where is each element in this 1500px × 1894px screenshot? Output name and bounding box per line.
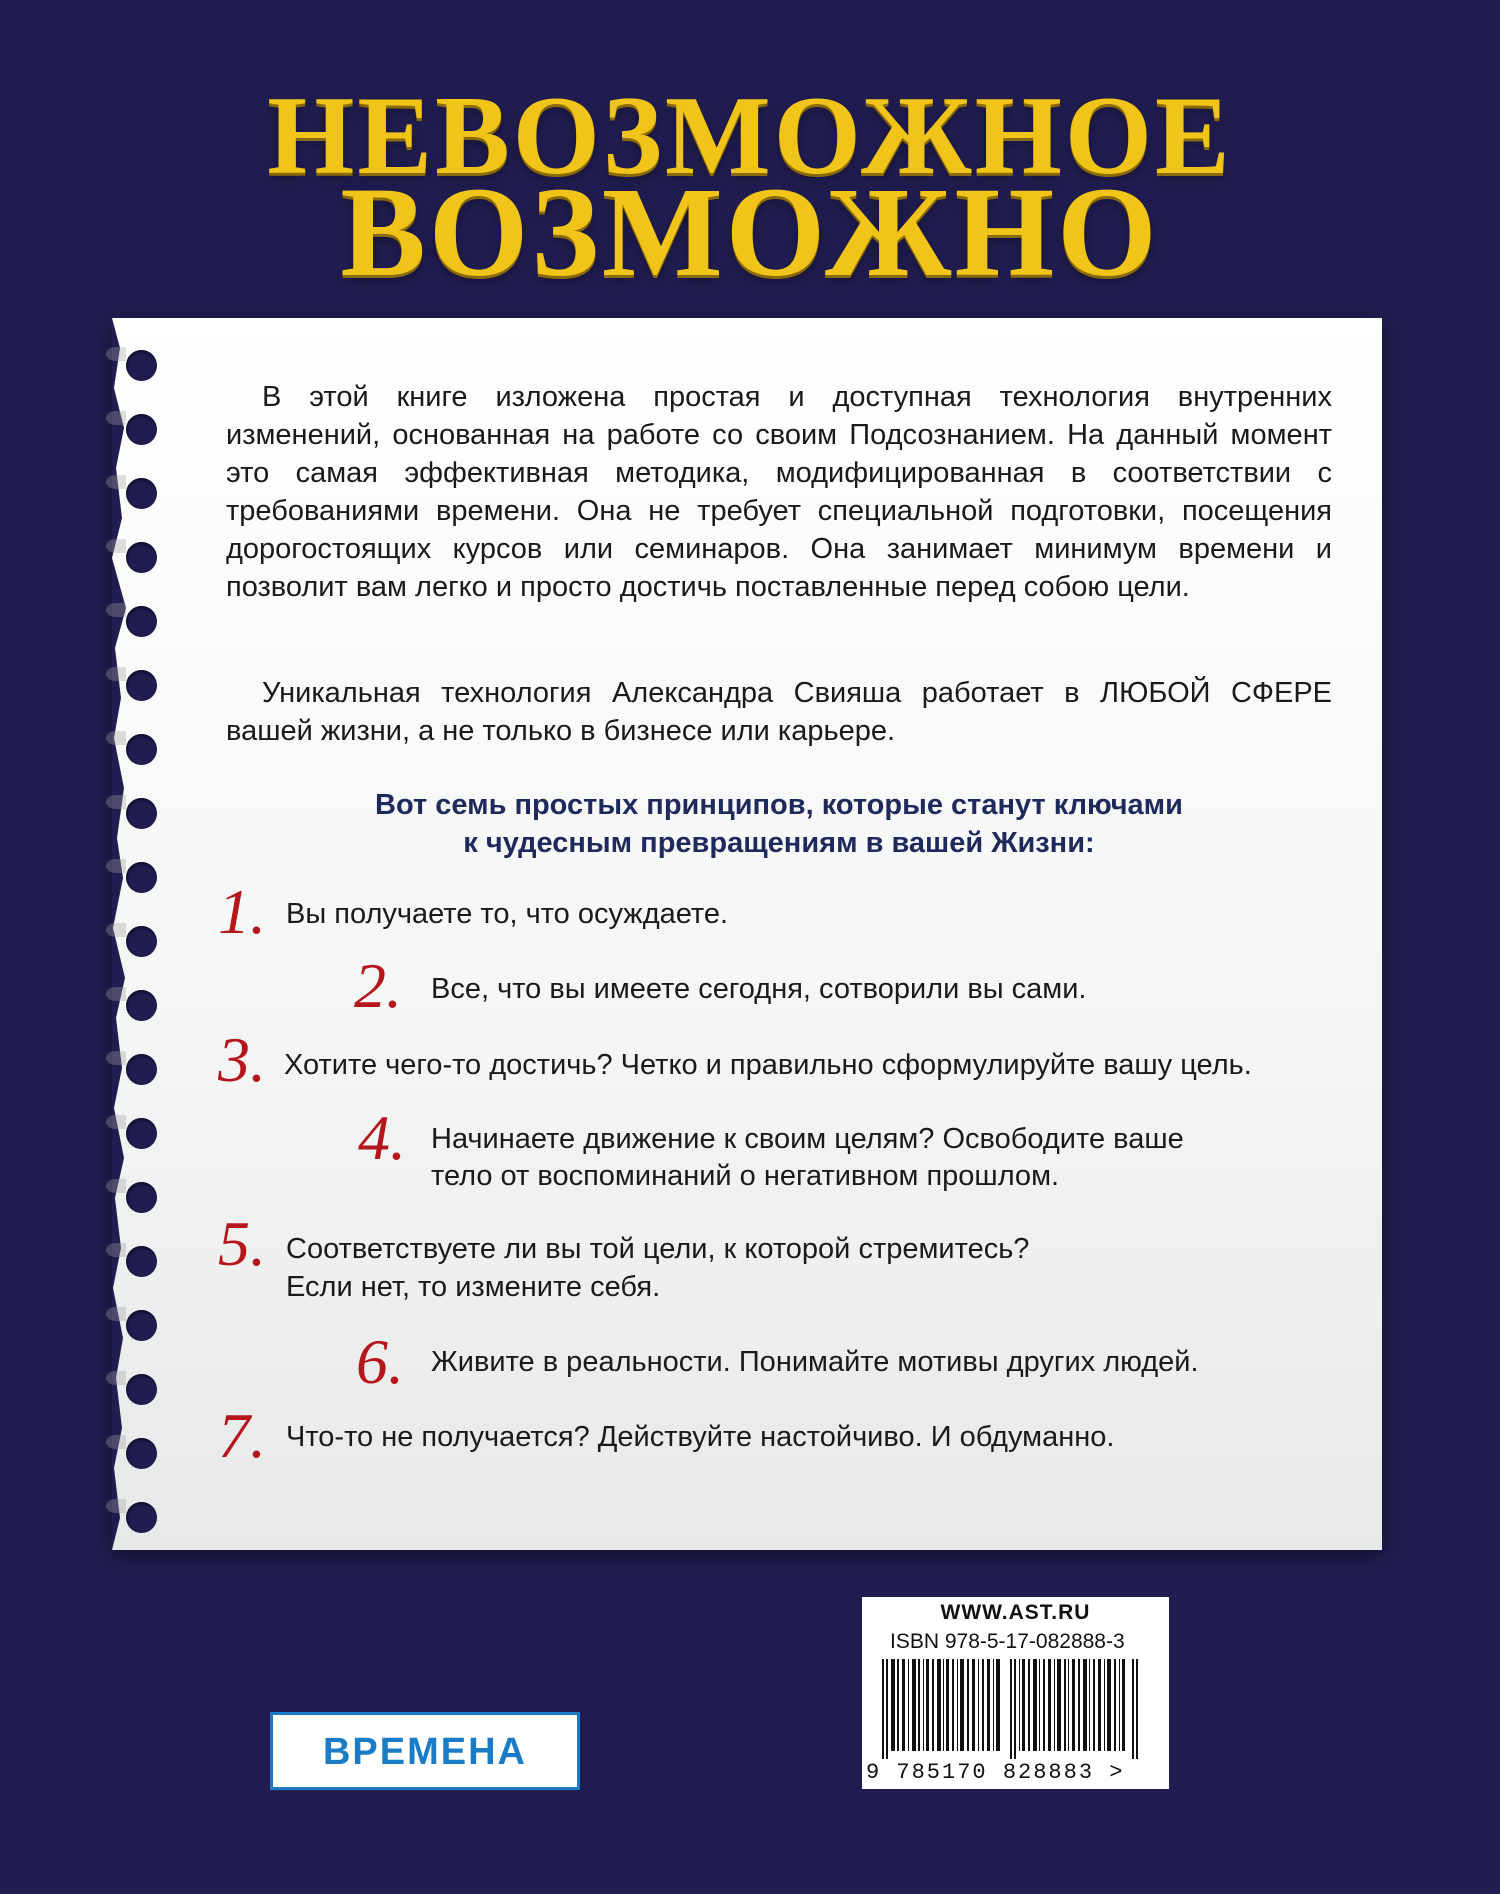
principle-number: 5.	[218, 1208, 266, 1279]
principle-number: 2.	[354, 950, 402, 1021]
hole	[126, 990, 157, 1021]
principle-text: Все, что вы имеете сегодня, сотворили вы сами.	[431, 973, 1087, 1005]
hole	[126, 350, 157, 381]
publisher-url: WWW.AST.RU	[940, 1601, 1091, 1624]
principle-text: Хотите чего-то достичь? Четко и правильно сформулируйте вашу цель.	[284, 1049, 1252, 1081]
hole	[126, 1246, 157, 1277]
hole	[126, 862, 157, 893]
hole	[126, 734, 157, 765]
hole	[126, 1438, 157, 1469]
barcode-image	[882, 1659, 1147, 1759]
principle-text: Соответствуете ли вы той цели, к которой стремитесь?	[286, 1233, 1030, 1265]
description-paragraph-1: В этой книге изложена простая и доступная технология внутренних изменений, основанная на работе со своим Подсознанием. На данный момент это самая эффективная методика, модифицированная в соответствии с требованиями времени. Она не требует специальной подготовки, посещения дорогостоящих курсов или семинаров. Она занимает минимум времени и позволит вам легко и просто достичь поставленные перед собою цели.	[226, 381, 1332, 603]
publisher-logo	[270, 1712, 580, 1790]
principle-number: 4.	[358, 1102, 406, 1173]
principle-text: Если нет, то измените себя.	[286, 1271, 661, 1303]
title-line-1: НЕВОЗМОЖНОЕ	[267, 74, 1233, 198]
isbn-text: ISBN 978-5-17-082888-3	[890, 1630, 1125, 1653]
hole	[126, 1118, 157, 1149]
spiral-holes	[126, 350, 176, 1550]
hole	[126, 606, 157, 637]
hole	[126, 798, 157, 829]
hole	[126, 670, 157, 701]
title-line-2: ВОЗМОЖНО	[340, 161, 1160, 303]
principle-text: Вы получаете то, что осуждаете.	[286, 898, 729, 930]
hole	[126, 414, 157, 445]
hole	[126, 1502, 157, 1533]
hole	[126, 1054, 157, 1085]
principle-text: тело от воспоминаний о негативном прошлом.	[431, 1160, 1060, 1192]
hole	[126, 1374, 157, 1405]
hole	[126, 1182, 157, 1213]
principles-heading-line-2: к чудесным превращениям в вашей Жизни:	[463, 827, 1095, 859]
description-paragraph-2: Уникальная технология Александра Свияша работает в ЛЮБОЙ СФЕРЕ вашей жизни, а не только в бизнесе или карьере.	[226, 677, 1332, 747]
barcode-label	[862, 1597, 1169, 1789]
hole	[126, 1310, 157, 1341]
principle-number: 1.	[218, 876, 266, 947]
hole	[126, 478, 157, 509]
hole	[126, 926, 157, 957]
principle-text: Начинаете движение к своим целям? Освободите ваше	[431, 1123, 1184, 1155]
principles-heading	[226, 786, 1332, 862]
publisher-name: ВРЕМЕНА	[322, 1731, 528, 1773]
principle-number: 6.	[356, 1326, 404, 1397]
principle-text: Живите в реальности. Понимайте мотивы других людей.	[431, 1346, 1199, 1378]
principle-number: 7.	[218, 1400, 266, 1471]
principle-text: Что-то не получается? Действуйте настойчиво. И обдуманно.	[286, 1421, 1115, 1453]
barcode-digits: 9 785170 828883 >	[866, 1760, 1125, 1785]
principles-heading-line-1: Вот семь простых принципов, которые станут ключами	[375, 789, 1183, 821]
hole	[126, 542, 157, 573]
principle-number: 3.	[218, 1024, 266, 1095]
